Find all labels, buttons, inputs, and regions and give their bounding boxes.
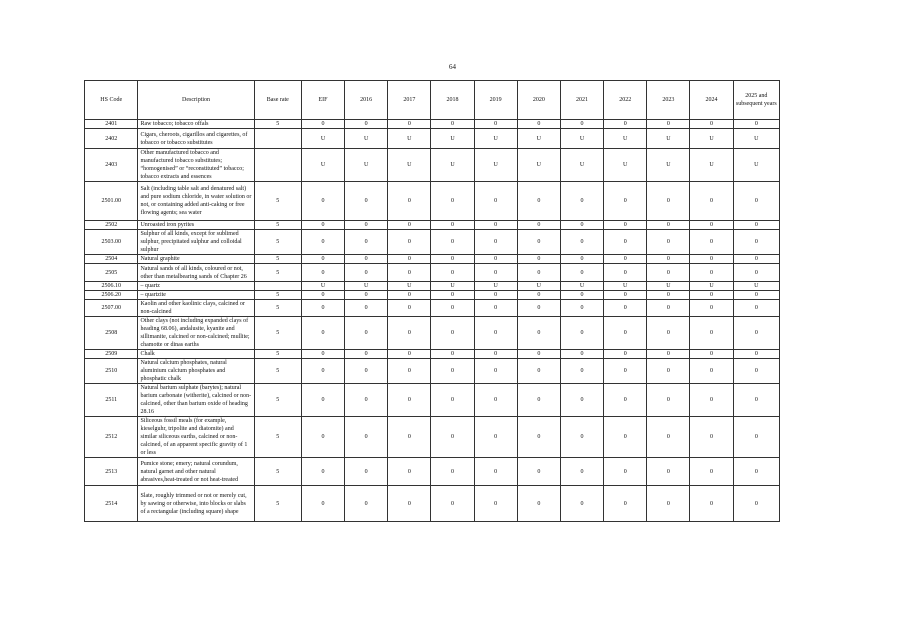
rate-cell: 0 (604, 255, 647, 264)
rate-cell: 0 (690, 182, 733, 221)
rate-cell: 0 (690, 359, 733, 384)
rate-cell: 0 (301, 317, 344, 350)
base-rate-cell: 5 (254, 221, 301, 230)
hs-code-cell: 2508 (85, 317, 138, 350)
description-cell: Other manufactured tobacco and manufactured tobacco substitutes; “homogenised” or “reconstituted” tobacco; tobacco extracts and essences (138, 149, 254, 182)
rate-cell: 0 (388, 230, 431, 255)
column-header: HS Code (85, 81, 138, 120)
rate-cell: 0 (733, 221, 779, 230)
rate-cell: 0 (345, 255, 388, 264)
column-header: 2024 (690, 81, 733, 120)
rate-cell: 0 (301, 221, 344, 230)
tariff-schedule-table (84, 80, 780, 522)
base-rate-cell: 5 (254, 384, 301, 417)
rate-cell: 0 (388, 384, 431, 417)
rate-cell: 0 (604, 317, 647, 350)
rate-cell: 0 (690, 291, 733, 300)
base-rate-cell: 5 (254, 255, 301, 264)
rate-cell: U (517, 129, 560, 149)
rate-cell: 0 (647, 230, 690, 255)
table-row (85, 359, 780, 384)
rate-cell: U (431, 149, 474, 182)
rate-cell: 0 (388, 120, 431, 129)
base-rate-cell: 5 (254, 458, 301, 486)
rate-cell: 0 (345, 230, 388, 255)
rate-cell: U (690, 282, 733, 291)
rate-cell: 0 (431, 300, 474, 317)
hs-code-cell: 2402 (85, 129, 138, 149)
rate-cell: 0 (560, 300, 603, 317)
rate-cell: U (560, 149, 603, 182)
rate-cell: 0 (560, 350, 603, 359)
rate-cell: 0 (560, 264, 603, 282)
rate-cell: 0 (431, 317, 474, 350)
rate-cell: 0 (517, 221, 560, 230)
rate-cell: U (431, 282, 474, 291)
rate-cell: 0 (560, 384, 603, 417)
base-rate-cell (254, 149, 301, 182)
rate-cell: 0 (604, 486, 647, 522)
rate-cell: 0 (604, 417, 647, 458)
rate-cell: 0 (604, 120, 647, 129)
rate-cell: 0 (388, 264, 431, 282)
hs-code-cell: 2507.00 (85, 300, 138, 317)
hs-code-cell: 2512 (85, 417, 138, 458)
rate-cell: 0 (517, 350, 560, 359)
rate-cell: 0 (388, 291, 431, 300)
rate-cell: 0 (733, 317, 779, 350)
hs-code-cell: 2504 (85, 255, 138, 264)
rate-cell: 0 (431, 359, 474, 384)
rate-cell: 0 (474, 350, 517, 359)
rate-cell: 0 (560, 458, 603, 486)
rate-cell: 0 (690, 120, 733, 129)
rate-cell: 0 (647, 486, 690, 522)
base-rate-cell: 5 (254, 291, 301, 300)
rate-cell: 0 (733, 359, 779, 384)
hs-code-cell: 2513 (85, 458, 138, 486)
rate-cell: U (604, 282, 647, 291)
rate-cell: 0 (517, 182, 560, 221)
rate-cell: 0 (647, 350, 690, 359)
rate-cell: 0 (517, 359, 560, 384)
column-header: 2022 (604, 81, 647, 120)
rate-cell: 0 (431, 417, 474, 458)
rate-cell: 0 (604, 384, 647, 417)
rate-cell: 0 (431, 120, 474, 129)
rate-cell: 0 (733, 264, 779, 282)
rate-cell: 0 (517, 264, 560, 282)
rate-cell: 0 (647, 317, 690, 350)
rate-cell: 0 (301, 417, 344, 458)
rate-cell: 0 (560, 120, 603, 129)
rate-cell: U (560, 282, 603, 291)
hs-code-cell: 2511 (85, 384, 138, 417)
rate-cell: 0 (560, 221, 603, 230)
description-cell: Natural barium sulphate (barytes); natural barium carbonate (witherite), calcined or non-calcined, other than barium oxide of heading 28.16 (138, 384, 254, 417)
rate-cell: 0 (301, 300, 344, 317)
hs-code-cell: 2505 (85, 264, 138, 282)
rate-cell: U (517, 149, 560, 182)
table-row (85, 182, 780, 221)
rate-cell: 0 (647, 300, 690, 317)
rate-cell: 0 (647, 384, 690, 417)
rate-cell: 0 (690, 221, 733, 230)
rate-cell: 0 (474, 486, 517, 522)
column-header: 2025 and subsequent years (733, 81, 779, 120)
base-rate-cell: 5 (254, 120, 301, 129)
rate-cell: 0 (647, 120, 690, 129)
rate-cell: U (474, 282, 517, 291)
column-header: 2017 (388, 81, 431, 120)
rate-cell: U (345, 282, 388, 291)
rate-cell: 0 (690, 300, 733, 317)
column-header: Base rate (254, 81, 301, 120)
description-cell: Kaolin and other kaolinic clays, calcined or non-calcined (138, 300, 254, 317)
rate-cell: 0 (604, 458, 647, 486)
rate-cell: 0 (517, 255, 560, 264)
rate-cell: U (388, 149, 431, 182)
column-header: EIF (301, 81, 344, 120)
table-row (85, 350, 780, 359)
rate-cell: 0 (690, 255, 733, 264)
rate-cell: 0 (517, 291, 560, 300)
rate-cell: 0 (301, 255, 344, 264)
rate-cell: 0 (388, 359, 431, 384)
rate-cell: 0 (604, 300, 647, 317)
rate-cell: 0 (431, 255, 474, 264)
hs-code-cell: 2510 (85, 359, 138, 384)
rate-cell: 0 (301, 264, 344, 282)
hs-code-cell: 2503.00 (85, 230, 138, 255)
hs-code-cell: 2514 (85, 486, 138, 522)
hs-code-cell: 2506.20 (85, 291, 138, 300)
rate-cell: 0 (517, 317, 560, 350)
rate-cell: 0 (345, 182, 388, 221)
rate-cell: 0 (604, 291, 647, 300)
rate-cell: 0 (345, 458, 388, 486)
column-header: 2021 (560, 81, 603, 120)
rate-cell: 0 (431, 291, 474, 300)
table-row (85, 417, 780, 458)
rate-cell: 0 (474, 120, 517, 129)
rate-cell: 0 (301, 182, 344, 221)
hs-code-cell: 2506.10 (85, 282, 138, 291)
rate-cell: 0 (431, 230, 474, 255)
base-rate-cell (254, 282, 301, 291)
table-row (85, 129, 780, 149)
base-rate-cell: 5 (254, 264, 301, 282)
rate-cell: 0 (345, 350, 388, 359)
base-rate-cell (254, 129, 301, 149)
rate-cell: 0 (604, 350, 647, 359)
rate-cell: 0 (647, 291, 690, 300)
rate-cell: U (733, 129, 779, 149)
rate-cell: U (647, 282, 690, 291)
description-cell: Raw tobacco; tobacco offals (138, 120, 254, 129)
rate-cell: 0 (431, 384, 474, 417)
table-row (85, 221, 780, 230)
rate-cell: 0 (733, 182, 779, 221)
rate-cell: 0 (388, 255, 431, 264)
rate-cell: 0 (647, 264, 690, 282)
table-row (85, 458, 780, 486)
rate-cell: 0 (517, 384, 560, 417)
rate-cell: 0 (345, 291, 388, 300)
hs-code-cell: 2501.00 (85, 182, 138, 221)
rate-cell: 0 (690, 230, 733, 255)
rate-cell: 0 (604, 182, 647, 221)
rate-cell: U (388, 129, 431, 149)
description-cell: Natural calcium phosphates, natural aluminium calcium phosphates and phosphatic chalk (138, 359, 254, 384)
rate-cell: 0 (733, 417, 779, 458)
base-rate-cell: 5 (254, 350, 301, 359)
rate-cell: 0 (733, 350, 779, 359)
rate-cell: 0 (733, 486, 779, 522)
base-rate-cell: 5 (254, 486, 301, 522)
description-cell: Salt (including table salt and denatured salt) and pure sodium chloride, in water solution or not, or containing added anti-caking or free flowing agents; sea water (138, 182, 254, 221)
rate-cell: 0 (301, 350, 344, 359)
rate-cell: 0 (301, 486, 344, 522)
description-cell: Unroasted iron pyrites (138, 221, 254, 230)
rate-cell: 0 (647, 221, 690, 230)
description-cell: Slate, roughly trimmed or not or merely cut, by sawing or otherwise, into blocks or slabs of a rectangular (including square) shape (138, 486, 254, 522)
rate-cell: 0 (733, 255, 779, 264)
rate-cell: 0 (474, 458, 517, 486)
base-rate-cell: 5 (254, 230, 301, 255)
rate-cell: U (647, 149, 690, 182)
rate-cell: 0 (517, 458, 560, 486)
rate-cell: U (517, 282, 560, 291)
column-header: 2019 (474, 81, 517, 120)
rate-cell: 0 (345, 359, 388, 384)
rate-cell: 0 (345, 300, 388, 317)
column-header: 2023 (647, 81, 690, 120)
rate-cell: U (560, 129, 603, 149)
rate-cell: 0 (345, 486, 388, 522)
rate-cell: U (345, 149, 388, 182)
rate-cell: 0 (345, 264, 388, 282)
rate-cell: 0 (388, 486, 431, 522)
rate-cell: 0 (301, 359, 344, 384)
rate-cell: 0 (301, 291, 344, 300)
base-rate-cell: 5 (254, 359, 301, 384)
rate-cell: U (690, 129, 733, 149)
base-rate-cell: 5 (254, 300, 301, 317)
rate-cell: 0 (560, 317, 603, 350)
rate-cell: 0 (517, 230, 560, 255)
rate-cell: 0 (647, 359, 690, 384)
table-row (85, 384, 780, 417)
rate-cell: 0 (733, 230, 779, 255)
rate-cell: 0 (604, 230, 647, 255)
rate-cell: 0 (474, 300, 517, 317)
rate-cell: U (474, 149, 517, 182)
rate-cell: U (301, 282, 344, 291)
rate-cell: U (474, 129, 517, 149)
rate-cell: U (604, 149, 647, 182)
description-cell: Pumice stone; emery; natural corundum, natural garnet and other natural abrasives,heat-treated or not heat-treated (138, 458, 254, 486)
rate-cell: 0 (733, 291, 779, 300)
rate-cell: 0 (301, 384, 344, 417)
table-row (85, 291, 780, 300)
rate-cell: 0 (733, 120, 779, 129)
column-header: 2020 (517, 81, 560, 120)
page-number: 64 (449, 63, 456, 71)
rate-cell: 0 (301, 458, 344, 486)
rate-cell: 0 (647, 417, 690, 458)
rate-cell: 0 (431, 486, 474, 522)
rate-cell: 0 (388, 182, 431, 221)
table-row (85, 149, 780, 182)
table-row (85, 300, 780, 317)
rate-cell: 0 (690, 417, 733, 458)
rate-cell: 0 (388, 350, 431, 359)
table-body (85, 120, 780, 522)
table-row (85, 486, 780, 522)
rate-cell: U (647, 129, 690, 149)
rate-cell: 0 (560, 230, 603, 255)
rate-cell: 0 (517, 417, 560, 458)
table-row (85, 317, 780, 350)
rate-cell: U (301, 129, 344, 149)
table-row (85, 264, 780, 282)
rate-cell: 0 (345, 317, 388, 350)
rate-cell: 0 (560, 417, 603, 458)
rate-cell: 0 (474, 221, 517, 230)
rate-cell: 0 (431, 264, 474, 282)
hs-code-cell: 2403 (85, 149, 138, 182)
rate-cell: 0 (604, 221, 647, 230)
rate-cell: 0 (560, 291, 603, 300)
rate-cell: 0 (647, 182, 690, 221)
rate-cell: U (345, 129, 388, 149)
rate-cell: 0 (690, 384, 733, 417)
rate-cell: 0 (388, 458, 431, 486)
rate-cell: 0 (517, 300, 560, 317)
rate-cell: 0 (733, 458, 779, 486)
rate-cell: 0 (560, 359, 603, 384)
description-cell: Natural sands of all kinds, coloured or not, other than metalbearing sands of Chapter 26 (138, 264, 254, 282)
rate-cell: 0 (474, 384, 517, 417)
rate-cell: U (733, 282, 779, 291)
description-cell: – quartzite (138, 291, 254, 300)
rate-cell: 0 (345, 384, 388, 417)
rate-cell: 0 (345, 221, 388, 230)
rate-cell: U (604, 129, 647, 149)
rate-cell: U (301, 149, 344, 182)
rate-cell: 0 (431, 221, 474, 230)
base-rate-cell: 5 (254, 182, 301, 221)
rate-cell: 0 (474, 182, 517, 221)
rate-cell: 0 (733, 300, 779, 317)
rate-cell: 0 (560, 255, 603, 264)
rate-cell: 0 (474, 230, 517, 255)
description-cell: – quartz (138, 282, 254, 291)
column-header: Description (138, 81, 254, 120)
rate-cell: 0 (474, 291, 517, 300)
description-cell: Natural graphite (138, 255, 254, 264)
rate-cell: 0 (301, 120, 344, 129)
rate-cell: 0 (474, 264, 517, 282)
hs-code-cell: 2502 (85, 221, 138, 230)
rate-cell: 0 (388, 317, 431, 350)
rate-cell: U (690, 149, 733, 182)
rate-cell: 0 (345, 417, 388, 458)
rate-cell: 0 (474, 255, 517, 264)
rate-cell: 0 (690, 486, 733, 522)
description-cell: Siliceous fossil meals (for example, kieselguhr, tripolite and diatomite) and similar siliceous earths, calcined or non-calcined, of an apparent specific gravity of 1 or less (138, 417, 254, 458)
description-cell: Sulphur of all kinds, except for sublimed sulphur, precipitated sulphur and colloidal sulphur (138, 230, 254, 255)
header-row (85, 81, 780, 120)
rate-cell: 0 (431, 350, 474, 359)
rate-cell: 0 (345, 120, 388, 129)
table-row (85, 255, 780, 264)
rate-cell: 0 (560, 182, 603, 221)
rate-cell: 0 (517, 120, 560, 129)
rate-cell: 0 (388, 300, 431, 317)
table-row (85, 120, 780, 129)
rate-cell: 0 (647, 255, 690, 264)
rate-cell: U (388, 282, 431, 291)
rate-cell: 0 (431, 458, 474, 486)
description-cell: Cigars, cheroots, cigarillos and cigarettes, of tobacco or tobacco substitutes (138, 129, 254, 149)
rate-cell: 0 (690, 264, 733, 282)
description-cell: Chalk (138, 350, 254, 359)
rate-cell: 0 (690, 317, 733, 350)
rate-cell: 0 (474, 417, 517, 458)
rate-cell: 0 (388, 221, 431, 230)
rate-cell: 0 (604, 264, 647, 282)
rate-cell: 0 (474, 317, 517, 350)
rate-cell: 0 (388, 417, 431, 458)
rate-cell: 0 (431, 182, 474, 221)
base-rate-cell: 5 (254, 417, 301, 458)
rate-cell: 0 (647, 458, 690, 486)
rate-cell: U (733, 149, 779, 182)
rate-cell: 0 (733, 384, 779, 417)
rate-cell: 0 (604, 359, 647, 384)
base-rate-cell: 5 (254, 317, 301, 350)
rate-cell: 0 (560, 486, 603, 522)
rate-cell: 0 (301, 230, 344, 255)
rate-cell: 0 (690, 458, 733, 486)
column-header: 2016 (345, 81, 388, 120)
description-cell: Other clays (not including expanded clays of heading 68.06), andalusite, kyanite and sillimanite, calcined or non-calcined; mullite; chamotte or dinas earths (138, 317, 254, 350)
rate-cell: 0 (690, 350, 733, 359)
column-header: 2018 (431, 81, 474, 120)
rate-cell: 0 (517, 486, 560, 522)
hs-code-cell: 2509 (85, 350, 138, 359)
table-row (85, 230, 780, 255)
rate-cell: U (431, 129, 474, 149)
rate-cell: 0 (474, 359, 517, 384)
hs-code-cell: 2401 (85, 120, 138, 129)
table-row (85, 282, 780, 291)
